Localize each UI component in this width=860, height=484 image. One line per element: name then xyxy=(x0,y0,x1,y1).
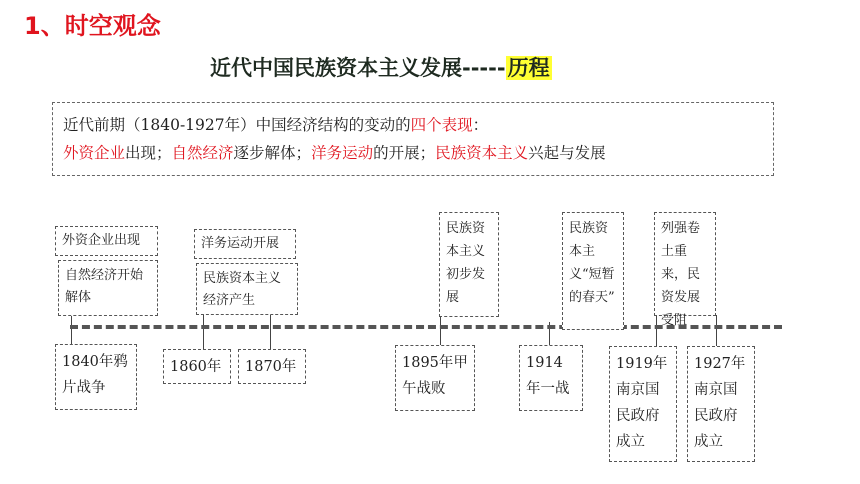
date-1927: 1927年南京国民政府成立 xyxy=(687,346,755,462)
connector-line xyxy=(716,315,717,346)
date-1914: 1914年一战 xyxy=(519,345,583,411)
summary-segment: 民族资本主义 xyxy=(435,144,529,162)
summary-line-2 xyxy=(63,139,763,167)
connector-line xyxy=(656,315,657,346)
event-foreign-enterprise: 外资企业出现 xyxy=(55,226,158,256)
summary-text: ： xyxy=(472,116,489,134)
event-short-spring: 民族资本主义“短暂的春天” xyxy=(562,212,624,330)
summary-segment: 的开展； xyxy=(373,144,436,162)
summary-segment: 自然经济 xyxy=(171,144,234,162)
connector-line xyxy=(71,315,72,345)
event-initial-development: 民族资本主义初步发展 xyxy=(439,212,499,317)
section-heading: 1、时空观念 xyxy=(24,12,161,40)
connector-line xyxy=(270,315,271,349)
date-1895: 1895年甲午战败 xyxy=(395,345,475,411)
event-westernization: 洋务运动开展 xyxy=(194,229,296,259)
summary-segment: 外资企业 xyxy=(63,144,126,162)
summary-segment: 逐步解体； xyxy=(233,144,312,162)
title-highlight: 历程 xyxy=(507,56,550,80)
event-powers-return: 列强卷土重来，民资发展受阻 xyxy=(654,212,716,316)
summary-segment: 出现； xyxy=(125,144,172,162)
summary-highlight: 四个表现 xyxy=(410,116,473,134)
summary-line-1 xyxy=(63,111,763,139)
summary-segment: 洋务运动 xyxy=(311,144,374,162)
summary-box xyxy=(52,102,774,176)
summary-segment: 兴起与发展 xyxy=(528,144,606,162)
date-1919: 1919年南京国民政府成立 xyxy=(609,346,677,462)
connector-line xyxy=(440,315,441,345)
date-1870: 1870年 xyxy=(238,349,306,384)
event-natural-economy: 自然经济开始解体 xyxy=(58,260,158,316)
date-1840: 1840年鸦片战争 xyxy=(55,344,137,410)
connector-line xyxy=(203,315,204,349)
summary-text: 近代前期（1840-1927年）中国经济结构的变动的 xyxy=(63,116,411,134)
event-national-capital-emerges: 民族资本主义经济产生 xyxy=(196,263,298,315)
date-1860: 1860年 xyxy=(163,349,231,384)
page-title xyxy=(210,52,552,82)
title-text: 近代中国民族资本主义发展----- xyxy=(210,56,506,80)
